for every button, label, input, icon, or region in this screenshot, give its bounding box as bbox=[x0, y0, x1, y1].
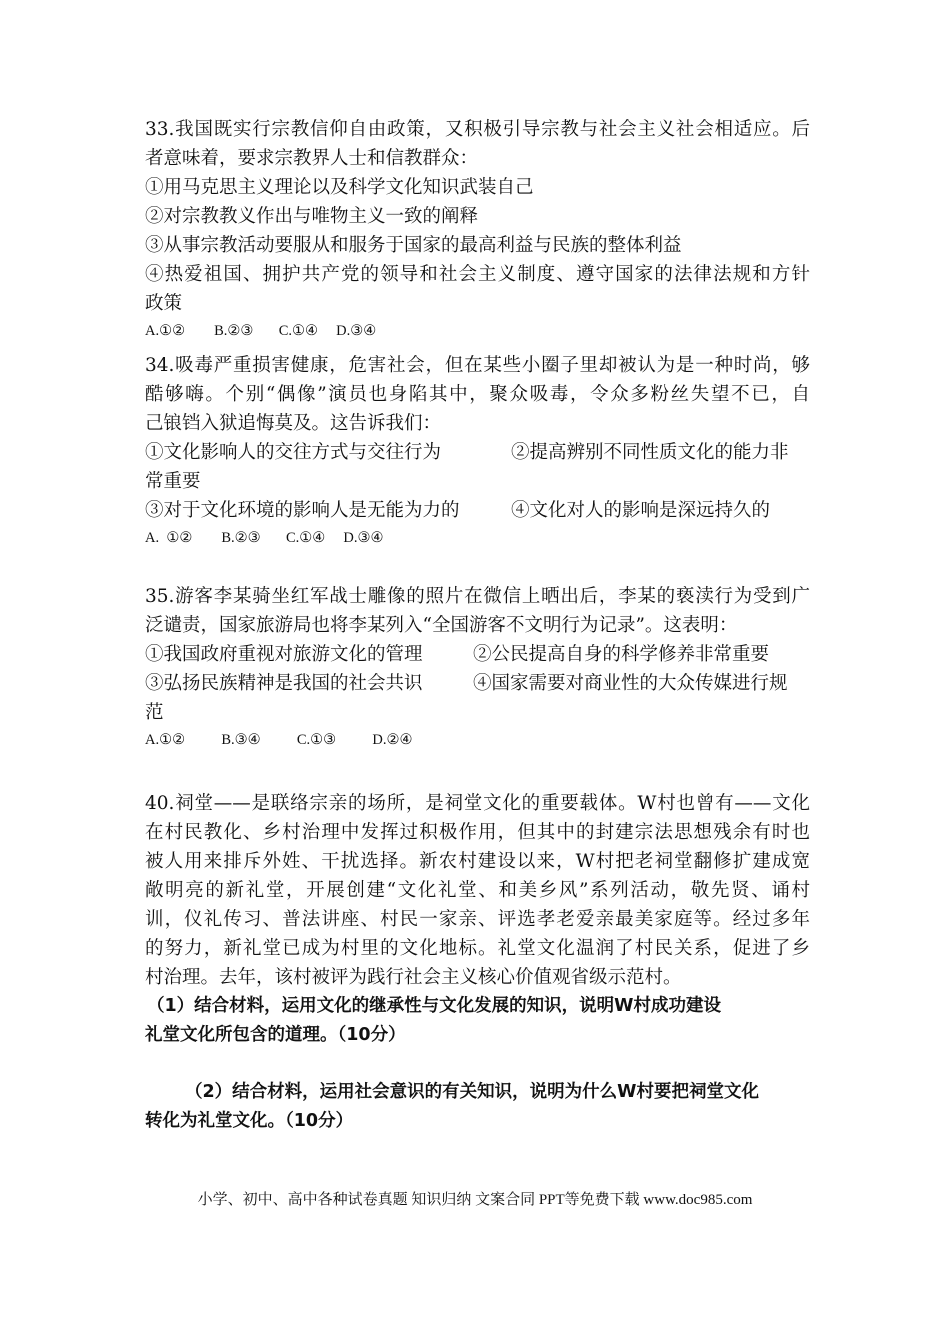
question-33 bbox=[145, 115, 810, 345]
footer-text: 小学、初中、高中各种试卷真题 知识归纳 文案合同 PPT等免费下载 www.doc985.com bbox=[197, 1192, 753, 1208]
q34-choice-4: ④文化对人的影响是深远持久的 bbox=[511, 500, 771, 521]
q35-choice-cont: 范 bbox=[145, 702, 164, 723]
q40-sub1-line: （1）结合材料，运用文化的继承性与文化发展的知识，说明W村成功建设 bbox=[147, 996, 721, 1016]
q35-options: A.①② B.③④ C.①③ D.②④ bbox=[145, 732, 413, 748]
q40-subquestion-2 bbox=[145, 1078, 810, 1136]
q34-choice-row bbox=[145, 438, 810, 467]
q33-line: ①用马克思主义理论以及科学文化知识武装自己 bbox=[145, 177, 534, 198]
q33-line: 政策 bbox=[145, 293, 183, 314]
q40-sub1-line: 礼堂文化所包含的道理。（10分） bbox=[145, 1025, 406, 1045]
q34-line: 己锒铛入狱追悔莫及。这告诉我们： bbox=[145, 413, 442, 434]
q34-choice-cont: 常重要 bbox=[145, 471, 201, 492]
q34-choice-row bbox=[145, 496, 810, 525]
q35-choice-row bbox=[145, 640, 810, 669]
q40-line: 训，仪礼传习、普法讲座、村民一家亲、评选孝老爱亲最美家庭等。经过多年 bbox=[145, 909, 810, 930]
q33-line: 者意味着，要求宗教界人士和信教群众： bbox=[145, 148, 479, 169]
q40-line: 被人用来排斥外姓、干扰选择。新农村建设以来，W村把老祠堂翻修扩建成宽 bbox=[145, 851, 810, 872]
question-34 bbox=[145, 351, 810, 552]
q40-sub2-line: 转化为礼堂文化。（10分） bbox=[145, 1111, 354, 1131]
q33-line: ③从事宗教活动要服从和服务于国家的最高利益与民族的整体利益 bbox=[145, 235, 682, 256]
q33-line: ②对宗教教义作出与唯物主义一致的阐释 bbox=[145, 206, 479, 227]
q35-choice-4: ④国家需要对商业性的大众传媒进行规 bbox=[473, 673, 788, 694]
q40-line: 40.祠堂——是联络宗亲的场所，是祠堂文化的重要载体。W村也曾有——文化 bbox=[145, 793, 810, 814]
q35-choice-3: ③弘扬民族精神是我国的社会共识 bbox=[145, 673, 423, 694]
question-35 bbox=[145, 582, 810, 754]
q40-sub2-line: （2）结合材料，运用社会意识的有关知识，说明为什么W村要把祠堂文化 bbox=[185, 1082, 759, 1102]
question-40 bbox=[145, 789, 810, 992]
q40-line: 的努力，新礼堂已成为村里的文化地标。礼堂文化温润了村民关系，促进了乡 bbox=[145, 938, 810, 959]
q34-choice-3: ③对于文化环境的影响人是无能为力的 bbox=[145, 500, 460, 521]
q40-line: 敞明亮的新礼堂，开展创建“文化礼堂、和美乡风”系列活动，敬先贤、诵村 bbox=[145, 880, 810, 901]
q34-options: A. ①② B.②③ C.①④ D.③④ bbox=[145, 530, 384, 546]
q35-choice-1: ①我国政府重视对旅游文化的管理 bbox=[145, 644, 423, 665]
q40-subquestion-1 bbox=[145, 992, 810, 1050]
q35-choice-row bbox=[145, 669, 810, 698]
q33-line: 33.我国既实行宗教信仰自由政策，又积极引导宗教与社会主义社会相适应。后 bbox=[145, 119, 810, 140]
q34-choice-1: ①文化影响人的交往方式与交往行为 bbox=[145, 442, 442, 463]
q35-line: 35.游客李某骑坐红军战士雕像的照片在微信上晒出后，李某的亵渎行为受到广 bbox=[145, 586, 810, 607]
q33-options: A.①② B.②③ C.①④ D.③④ bbox=[145, 323, 377, 339]
q34-choice-2: ②提高辨别不同性质文化的能力非 bbox=[511, 442, 789, 463]
q40-line: 在村民教化、乡村治理中发挥过积极作用，但其中的封建宗法思想残余有时也 bbox=[145, 822, 810, 843]
q35-choice-2: ②公民提高自身的科学修养非常重要 bbox=[473, 644, 770, 665]
q34-line: 酷够嗨。个别“偶像”演员也身陷其中，聚众吸毒，令众多粉丝失望不已，自 bbox=[145, 384, 810, 405]
q35-line: 泛谴责，国家旅游局也将李某列入“全国游客不文明行为记录”。这表明： bbox=[145, 615, 738, 636]
q33-line: ④热爱祖国、拥护共产党的领导和社会主义制度、遵守国家的法律法规和方针 bbox=[145, 264, 810, 285]
q40-line: 村治理。去年，该村被评为践行社会主义核心价值观省级示范村。 bbox=[145, 967, 682, 988]
q34-line: 34.吸毒严重损害健康，危害社会，但在某些小圈子里却被认为是一种时尚，够 bbox=[145, 355, 810, 376]
